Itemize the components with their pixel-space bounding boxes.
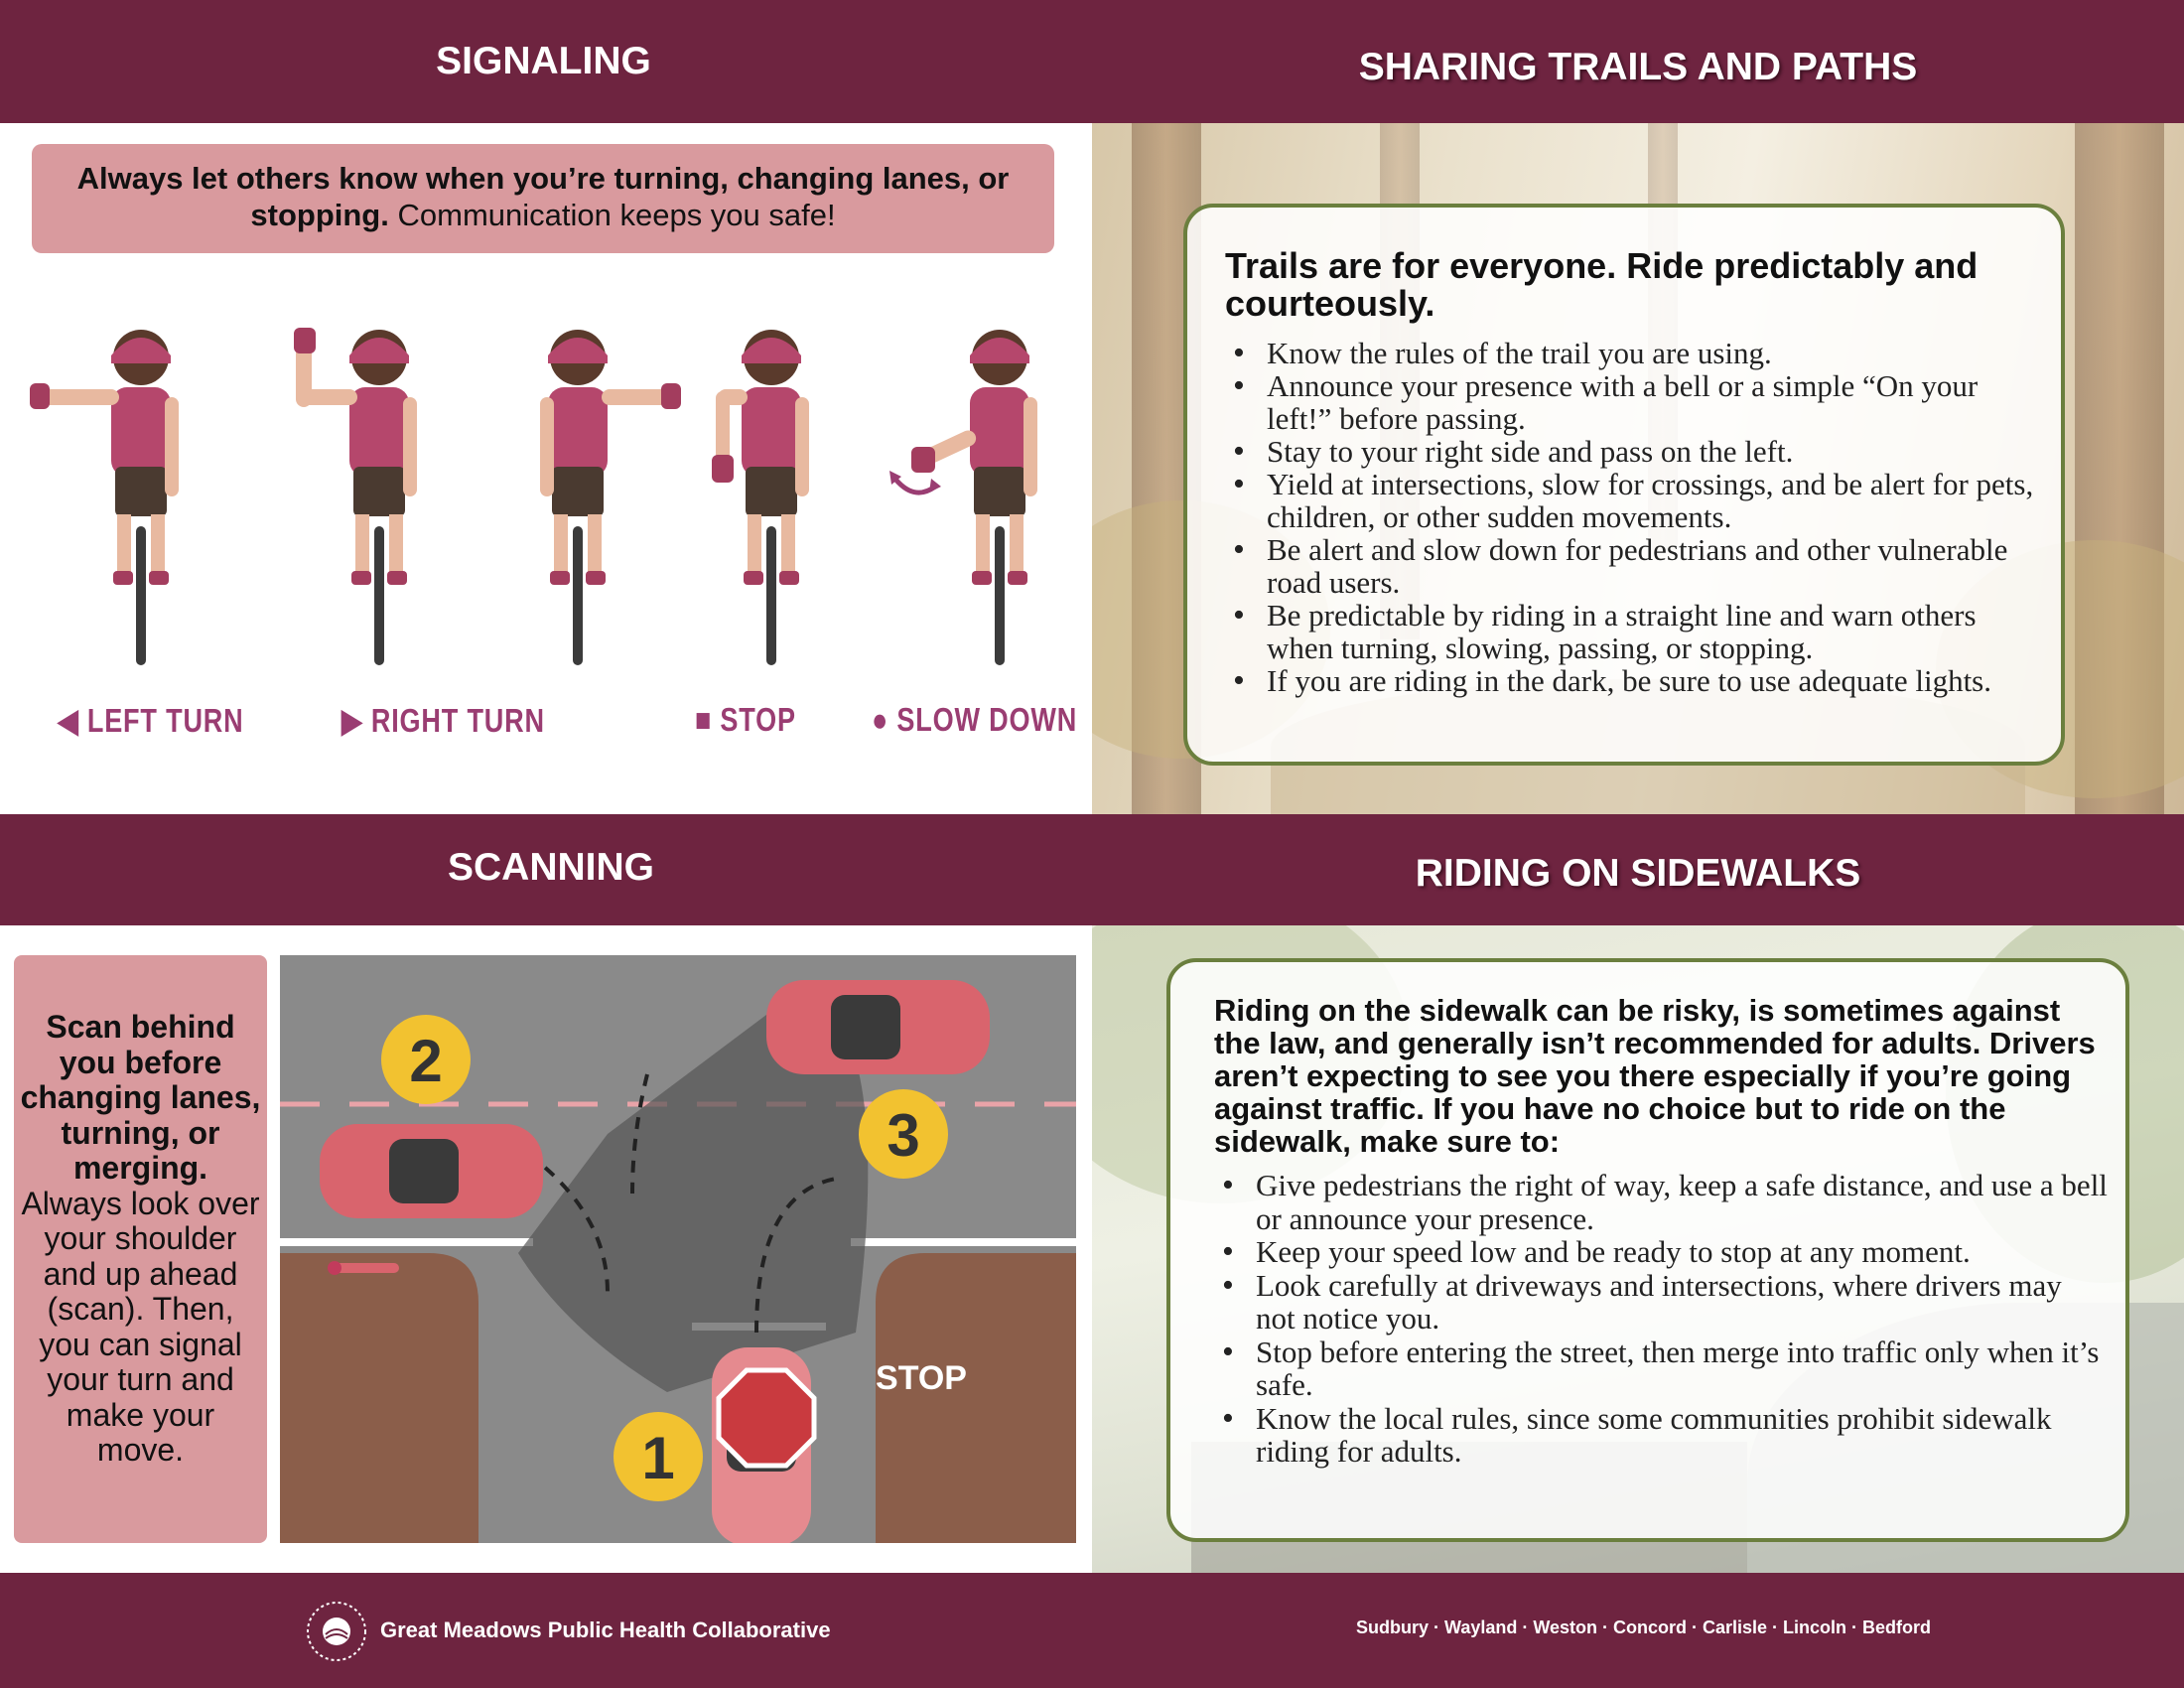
sidewalks-card <box>1166 958 2129 1542</box>
list-item: • Keep your speed low and be ready to stop at any moment. <box>1214 1235 2108 1269</box>
signal-stop-label: ■ STOP <box>695 701 796 738</box>
list-item: • Be alert and slow down for pedestrians and other vulnerable road users. <box>1225 533 2049 599</box>
signaling-callout-rest: Communication keeps you safe! <box>388 198 836 232</box>
list-item: • Give pedestrians the right of way, keep a safe distance, and use a bell or announce your presence. <box>1214 1169 2108 1235</box>
sidewalks-title: RIDING ON SIDEWALKS <box>1415 852 1861 895</box>
scan-marker-1: 1 <box>641 1425 675 1491</box>
trails-title: SHARING TRAILS AND PATHS <box>1358 46 1918 88</box>
list-item: • Know the rules of the trail you are using. <box>1225 337 2049 369</box>
circle-icon: ● <box>872 701 889 738</box>
signal-right-turn-label: ▶ RIGHT TURN <box>341 702 545 739</box>
right-triangle-icon: ▶ <box>341 702 363 739</box>
trails-bullet-list <box>1225 337 2049 697</box>
rider-left-turn-illustration <box>30 328 248 685</box>
list-item: • If you are riding in the dark, be sure to use adequate lights. <box>1225 664 2049 697</box>
sidewalks-bullet-list <box>1214 1169 2108 1469</box>
collaborative-logo-icon <box>306 1601 367 1662</box>
scanning-callout-rest: Always look over your shoulder and up ahead (scan). Then, you can signal your turn and make your move. <box>21 1185 260 1468</box>
list-item: • Know the local rules, since some communities prohibit sidewalk riding for adults. <box>1214 1402 2108 1469</box>
scan-marker-2: 2 <box>409 1028 443 1094</box>
list-item: • Yield at intersections, slow for crossings, and be alert for pets, children, or other sudden movements. <box>1225 468 2049 533</box>
list-item: • Look carefully at driveways and intersections, where drivers may not notice you. <box>1214 1269 2108 1336</box>
footer-org-name: Great Meadows Public Health Collaborative <box>380 1618 831 1642</box>
rider-slow-down-illustration <box>884 328 1092 685</box>
rider-right-arm-illustration <box>467 328 685 685</box>
trails-card <box>1183 204 2065 766</box>
footer-towns: Sudbury · Wayland · Weston · Concord · Carlisle · Lincoln · Bedford <box>1356 1618 1932 1637</box>
list-item: • Stop before entering the street, then merge into traffic only when it’s safe. <box>1214 1336 2108 1402</box>
signal-slow-down-label: ● SLOW DOWN <box>872 701 1078 738</box>
sidewalks-heading: Riding on the sidewalk can be risky, is sometimes against the law, and generally isn’t recommended for adults. Drivers aren’t expecting to see you there especially if you’re going against traffic. If you have no choice but to ride on the sidewalk, make sure to: <box>1214 993 2096 1159</box>
rider-right-turn-illustration <box>268 328 486 685</box>
trails-heading: Trails are for everyone. Ride predictably and courteously. <box>1225 245 1979 324</box>
scanning-title: SCANNING <box>447 846 654 889</box>
scanning-callout <box>14 955 267 1543</box>
scanning-callout-text <box>20 1010 261 1469</box>
list-item: • Be predictable by riding in a straight line and warn others when turning, slowing, passing, or stopping. <box>1225 599 2049 664</box>
scanning-callout-bold: Scan behind you before changing lanes, turning, or merging. <box>20 1009 261 1186</box>
square-icon: ■ <box>695 701 713 738</box>
signaling-title: SIGNALING <box>436 40 651 82</box>
signaling-callout-text <box>32 160 1054 233</box>
rider-stop-illustration <box>660 328 879 685</box>
list-item: • Announce your presence with a bell or a simple “On your left!” before passing. <box>1225 369 2049 435</box>
scan-marker-3: 3 <box>887 1102 920 1169</box>
list-item: • Stay to your right side and pass on the left. <box>1225 435 2049 468</box>
stop-sign-icon: STOP <box>876 1359 967 1397</box>
left-triangle-icon: ◀ <box>58 702 79 739</box>
signaling-callout-bold: Always let others know when you’re turning, changing lanes, or stopping. <box>76 161 1010 232</box>
signal-left-turn-label: ◀ LEFT TURN <box>58 702 244 739</box>
signaling-callout <box>32 144 1054 253</box>
